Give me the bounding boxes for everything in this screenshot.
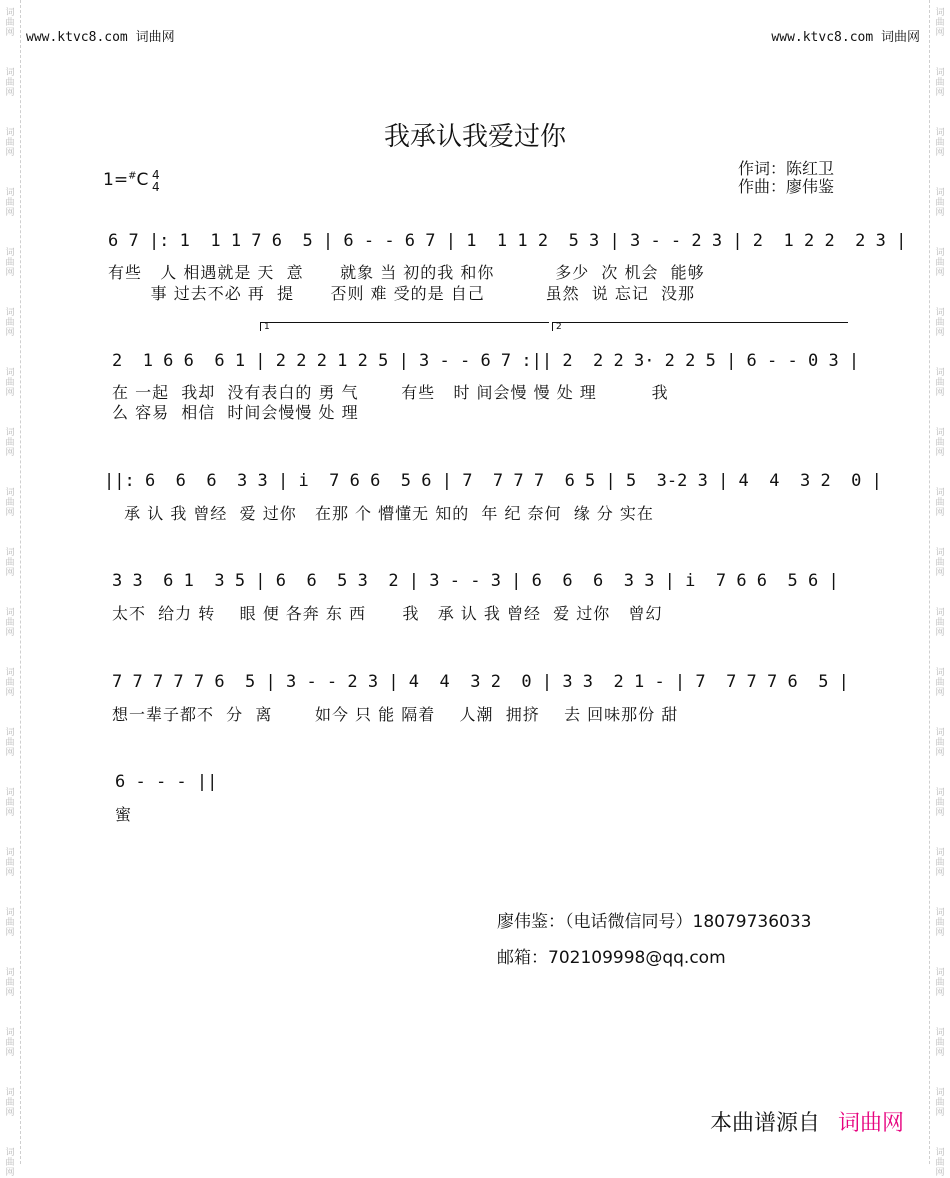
watermark-glyph-stack: 词 曲 网	[935, 308, 945, 338]
watermark-glyph-stack: 词 曲 网	[5, 608, 15, 638]
meter-top: 4	[152, 168, 160, 182]
watermark-glyph-stack: 词 曲 网	[5, 848, 15, 878]
score-line-4-notes: 3 3 6 1 3 5 | 6 6 5 3 2 | 3 - - 3 | 6 6 6 3 3 | i 7 6 6 5 6 |	[112, 571, 839, 591]
score-line-1-notes: 6 7 |: 1 1 1 7 6 5 | 6 - - 6 7 | 1 1 1 2 5 3 | 3 - - 2 3 | 2 1 2 2 2 3 |	[108, 231, 907, 251]
footer-source-text: 本曲谱源自	[709, 1111, 820, 1136]
score-line-6-lyrics-1: 蜜	[115, 805, 133, 824]
watermark-glyph-stack: 词 曲 网	[5, 668, 15, 698]
watermark-glyph-stack: 词 曲 网	[935, 8, 945, 38]
volta-1-label: 1	[264, 322, 270, 332]
watermark-glyph-stack: 词 曲 网	[935, 788, 945, 818]
volta-bracket-2	[552, 322, 848, 331]
watermark-glyph-stack: 词 曲 网	[5, 1088, 15, 1118]
watermark-glyph-stack: 词 曲 网	[935, 488, 945, 518]
watermark-glyph-stack: 词 曲 网	[935, 428, 945, 458]
watermark-glyph-stack: 词 曲 网	[5, 788, 15, 818]
watermark-glyph-stack: 词 曲 网	[935, 908, 945, 938]
source-footer	[710, 1106, 904, 1137]
score-line-5-lyrics-1: 想一辈子都不 分 离 如今 只 能 隔着 人潮 拥挤 去 回味那份 甜	[112, 705, 679, 724]
score-line-6-notes: 6 - - - ||	[115, 772, 218, 792]
watermark-glyph-stack: 词 曲 网	[5, 128, 15, 158]
song-title: 我承认我爱过你	[383, 122, 566, 152]
watermark-glyph-stack: 词 曲 网	[5, 308, 15, 338]
watermark-glyph-stack: 词 曲 网	[5, 428, 15, 458]
contact-phone: 廖伟鉴：（电话微信同号）18079736033	[497, 912, 812, 932]
watermark-glyph-stack: 词 曲 网	[5, 908, 15, 938]
watermark-glyph-stack: 词 曲 网	[5, 68, 15, 98]
volta-bracket-1	[260, 322, 549, 331]
watermark-glyph-stack: 词 曲 网	[935, 1088, 945, 1118]
watermark-glyph-stack: 词 曲 网	[935, 548, 945, 578]
site-header-right[interactable]: www.ktvc8.com 词曲网	[771, 30, 920, 45]
lyricist-credit: 作词：陈红卫	[738, 159, 835, 178]
score-line-3-lyrics-1: 承 认 我 曾经 爱 过你 在那 个 懵懂无 知的 年 纪 奈何 缘 分 实在	[112, 504, 654, 523]
watermark-glyph-stack: 词 曲 网	[935, 368, 945, 398]
watermark-glyph-stack: 词 曲 网	[935, 728, 945, 758]
watermark-glyph-stack: 词 曲 网	[935, 188, 945, 218]
footer-brand-link[interactable]: 词曲网	[837, 1111, 904, 1136]
score-line-4-lyrics-1: 太不 给力 转 眼 便 各奔 东 西 我 承 认 我 曾经 爱 过你 曾幻	[112, 604, 663, 623]
watermark-glyph-stack: 词 曲 网	[935, 248, 945, 278]
key-signature	[103, 170, 148, 190]
right-watermark-strip	[929, 0, 950, 1178]
watermark-glyph-stack: 词 曲 网	[935, 968, 945, 998]
watermark-glyph-stack: 词 曲 网	[5, 368, 15, 398]
watermark-glyph-stack: 词 曲 网	[5, 548, 15, 578]
watermark-glyph-stack: 词 曲 网	[935, 1028, 945, 1058]
watermark-glyph-stack: 词 曲 网	[935, 68, 945, 98]
score-line-2-lyrics-2: 么 容易 相信 时间会慢慢 处 理	[112, 403, 359, 422]
watermark-glyph-stack: 词 曲 网	[935, 1148, 945, 1178]
watermark-glyph-stack: 词 曲 网	[5, 1148, 15, 1178]
watermark-glyph-stack: 词 曲 网	[5, 968, 15, 998]
watermark-glyph-stack: 词 曲 网	[5, 188, 15, 218]
watermark-glyph-stack: 词 曲 网	[5, 1028, 15, 1058]
site-header-left[interactable]: www.ktvc8.com 词曲网	[26, 30, 175, 45]
watermark-glyph-stack: 词 曲 网	[935, 128, 945, 158]
score-line-1-lyrics-2: 事 过去不必 再 提 否则 难 受的是 自己 虽然 说 忘记 没那	[108, 284, 696, 303]
watermark-glyph-stack: 词 曲 网	[5, 248, 15, 278]
contact-email[interactable]: 邮箱：702109998@qq.com	[497, 948, 726, 968]
meter-bottom: 4	[152, 180, 160, 194]
watermark-glyph-stack: 词 曲 网	[5, 8, 15, 38]
key-prefix: 1=	[103, 170, 129, 190]
time-signature	[152, 169, 160, 193]
watermark-glyph-stack: 词 曲 网	[935, 848, 945, 878]
watermark-glyph-stack: 词 曲 网	[935, 668, 945, 698]
composer-credit: 作曲：廖伟鉴	[738, 177, 835, 196]
score-line-3-notes: ||: 6 6 6 3 3 | i 7 6 6 5 6 | 7 7 7 7 6 5 | 5 3-2 3 | 4 4 3 2 0 |	[104, 471, 882, 491]
watermark-glyph-stack: 词 曲 网	[5, 728, 15, 758]
watermark-glyph-stack: 词 曲 网	[935, 608, 945, 638]
score-line-5-notes: 7 7 7 7 7 6 5 | 3 - - 2 3 | 4 4 3 2 0 | 3 3 2 1 - | 7 7 7 7 6 5 |	[112, 672, 849, 692]
watermark-glyph-stack: 词 曲 网	[5, 488, 15, 518]
score-line-2-notes: 2 1 6 6 6 1 | 2 2 2 1 2 5 | 3 - - 6 7 :|| 2 2 2 3· 2 2 5 | 6 - - 0 3 |	[112, 351, 860, 371]
key-note: C	[136, 170, 149, 190]
left-watermark-strip	[0, 0, 21, 1178]
score-line-1-lyrics-1: 有些 人 相遇就是 天 意 就象 当 初的我 和你 多少 次 机会 能够	[108, 263, 705, 282]
volta-2-label: 2	[556, 322, 562, 332]
key-sharp: #	[128, 170, 137, 182]
score-line-2-lyrics-1: 在 一起 我却 没有表白的 勇 气 有些 时 间会慢 慢 处 理 我	[112, 383, 669, 402]
